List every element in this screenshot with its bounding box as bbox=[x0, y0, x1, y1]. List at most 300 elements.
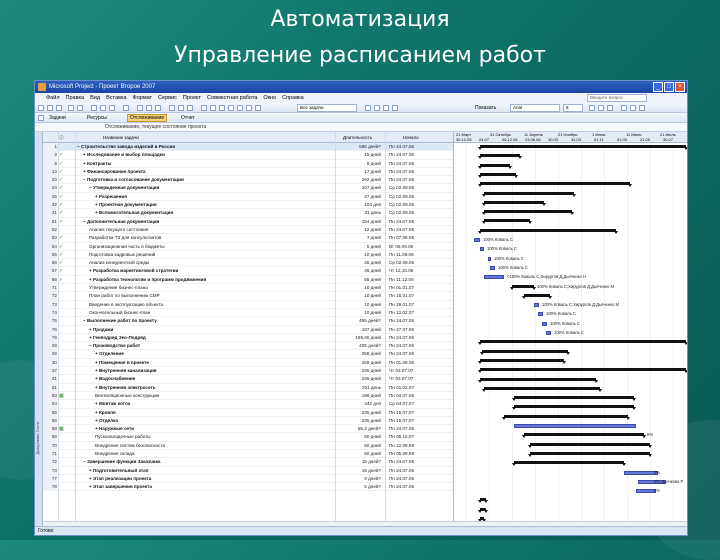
task-duration[interactable]: 55 дней bbox=[364, 276, 381, 282]
window-titlebar bbox=[35, 81, 687, 93]
view-bar-label: Диаграмма Ганта bbox=[35, 422, 40, 455]
task-duration[interactable]: 485 дней? bbox=[359, 318, 381, 324]
task-indicator: ▦ bbox=[59, 392, 64, 399]
gantt-bar-label: 0% bbox=[654, 469, 661, 475]
column-header-duration[interactable]: Длительность bbox=[343, 135, 373, 140]
task-duration[interactable]: 187 дней bbox=[361, 326, 381, 332]
task-name[interactable]: Подготовка кадровых решений bbox=[89, 251, 156, 257]
task-duration[interactable]: 15 дней? bbox=[361, 459, 381, 465]
task-name[interactable]: + Монтаж котла bbox=[95, 401, 131, 407]
menu-format[interactable]: Формат bbox=[132, 95, 153, 101]
task-duration[interactable]: 242 дня bbox=[364, 401, 381, 407]
gantt-bar-label: 100% Коваль С bbox=[546, 311, 576, 317]
align-right-icon[interactable] bbox=[639, 105, 645, 111]
gantt-summary-bar[interactable] bbox=[480, 368, 686, 371]
task-start[interactable]: Вт 05.09.06 bbox=[389, 243, 414, 249]
gantt-summary-bar[interactable] bbox=[480, 164, 510, 167]
task-duration[interactable]: 258 дней bbox=[361, 351, 381, 357]
menu-view[interactable]: Вид bbox=[90, 95, 101, 101]
gantt-summary-bar[interactable] bbox=[480, 378, 596, 381]
gantt-task-bar[interactable] bbox=[546, 331, 551, 335]
task-row[interactable] bbox=[43, 375, 453, 383]
task-start[interactable]: Пн 24.07.06 bbox=[389, 144, 414, 149]
gantt-task-bar[interactable] bbox=[534, 303, 539, 307]
task-start[interactable]: Пн 24.07.06 bbox=[389, 168, 414, 174]
task-name[interactable]: Организационная часть и бюджеты bbox=[89, 243, 165, 249]
scroll-to-task-icon[interactable] bbox=[228, 105, 234, 111]
gantt-task-bar[interactable] bbox=[624, 469, 661, 475]
task-duration[interactable]: 10 дней bbox=[364, 251, 381, 257]
gantt-task-bar[interactable] bbox=[488, 257, 491, 261]
gantt-task-bar[interactable] bbox=[542, 322, 547, 326]
gantt-summary-bar[interactable] bbox=[524, 294, 550, 297]
task-duration[interactable]: 5 дней bbox=[366, 243, 381, 249]
task-duration[interactable]: 10 дней bbox=[364, 309, 381, 315]
task-duration[interactable]: 107 дней bbox=[361, 185, 381, 191]
project-window bbox=[34, 80, 688, 536]
task-row[interactable] bbox=[43, 176, 453, 184]
gantt-summary-bar[interactable] bbox=[480, 517, 484, 520]
task-row[interactable] bbox=[43, 450, 453, 458]
task-start[interactable]: Пн 24.07.06 bbox=[389, 484, 414, 490]
task-id: 24 bbox=[43, 184, 57, 192]
gantt-task-bar[interactable] bbox=[514, 424, 636, 428]
gantt-summary-bar[interactable] bbox=[480, 359, 564, 362]
task-id: 73 bbox=[43, 301, 57, 309]
task-row[interactable] bbox=[43, 309, 453, 317]
task-row[interactable] bbox=[43, 218, 453, 226]
task-start[interactable]: Ср 02.08.06 bbox=[389, 210, 415, 216]
gantt-task-bar[interactable] bbox=[490, 266, 495, 270]
task-id: 54 bbox=[43, 400, 57, 408]
gantt-summary-bar[interactable] bbox=[484, 201, 544, 204]
print-icon[interactable] bbox=[68, 105, 74, 111]
task-start[interactable]: Пн 24.07.06 bbox=[389, 475, 414, 481]
task-start[interactable]: Пн 24.07.06 bbox=[389, 334, 414, 340]
task-row[interactable] bbox=[43, 392, 453, 400]
minimize-icon[interactable]: _ bbox=[653, 82, 663, 92]
gantt-bar-label: 100% Коваль С;Хирургов Д;Дьяченко М bbox=[537, 283, 615, 289]
task-duration[interactable]: 10 дней bbox=[364, 293, 381, 299]
task-id: 58 bbox=[43, 425, 57, 433]
entry-bar[interactable]: Отслеживание, текущее состояние проекта bbox=[35, 123, 687, 132]
task-row[interactable] bbox=[43, 276, 453, 284]
task-row[interactable] bbox=[43, 284, 453, 292]
task-name[interactable]: + Внутренняя электросеть bbox=[95, 384, 156, 390]
task-start[interactable]: Пн 24.07.06 bbox=[389, 467, 414, 473]
gantt-summary-bar[interactable] bbox=[484, 192, 574, 195]
task-indicator: ✓ bbox=[59, 202, 64, 209]
gantt-task-bar[interactable] bbox=[636, 489, 656, 493]
task-start[interactable]: Пн 24.07.06 bbox=[389, 177, 414, 183]
task-row[interactable] bbox=[43, 301, 453, 309]
task-start[interactable]: Ср 02.08.06 bbox=[389, 260, 415, 266]
task-row[interactable] bbox=[43, 184, 453, 192]
maximize-icon[interactable]: □ bbox=[664, 82, 674, 92]
task-start[interactable]: Пн 01.02.07 bbox=[389, 384, 414, 390]
task-id: 52 bbox=[43, 226, 57, 234]
task-row[interactable] bbox=[43, 292, 453, 300]
column-divider bbox=[335, 132, 336, 527]
task-duration[interactable]: 405 дней? bbox=[359, 343, 381, 349]
task-duration[interactable]: 235 дней bbox=[361, 368, 381, 374]
task-duration[interactable]: 17 дней bbox=[364, 168, 381, 174]
assign-resources-icon[interactable] bbox=[187, 105, 193, 111]
task-row[interactable] bbox=[43, 425, 453, 433]
task-start[interactable]: Чт 12.10.06 bbox=[389, 268, 414, 274]
gantt-summary-bar[interactable] bbox=[484, 219, 530, 222]
column-header-name[interactable]: Название задачи bbox=[103, 135, 139, 140]
task-row[interactable] bbox=[43, 334, 453, 342]
task-duration[interactable]: 235 дней bbox=[361, 409, 381, 415]
task-row[interactable] bbox=[43, 367, 453, 375]
task-duration[interactable]: 47 дней bbox=[364, 193, 381, 199]
underline-icon[interactable] bbox=[607, 105, 613, 111]
view-bar[interactable] bbox=[35, 132, 43, 527]
task-name[interactable]: + Контракты bbox=[83, 160, 112, 166]
column-header-indicators[interactable]: ⓘ bbox=[59, 135, 64, 140]
task-name[interactable]: + Разработка маркетинговой стратегии bbox=[89, 268, 179, 274]
task-name[interactable]: + Кровля bbox=[95, 409, 116, 415]
window-title: Microsoft Project - Проект Второе 2007 bbox=[49, 84, 156, 90]
copy-picture-icon[interactable] bbox=[237, 105, 243, 111]
task-name[interactable]: − Завершение функции Заказчика bbox=[83, 459, 161, 465]
gantt-summary-bar[interactable] bbox=[524, 433, 644, 436]
task-name[interactable]: + Проектная документация bbox=[95, 202, 157, 208]
task-duration[interactable]: 60 дней bbox=[364, 450, 381, 456]
task-row[interactable] bbox=[43, 234, 453, 242]
task-start[interactable]: Пн 24.07.06 bbox=[389, 426, 414, 432]
wizard-icon[interactable] bbox=[246, 105, 252, 111]
task-name[interactable]: + Этап завершения проекта bbox=[89, 484, 152, 490]
gantt-chart[interactable] bbox=[453, 132, 688, 527]
gantt-summary-bar[interactable] bbox=[514, 461, 624, 464]
gantt-summary-bar[interactable] bbox=[480, 182, 630, 185]
filter-select[interactable]: Все задачи bbox=[297, 104, 357, 112]
gridline bbox=[581, 143, 582, 527]
task-row[interactable] bbox=[43, 400, 453, 408]
menu-file[interactable]: Файл bbox=[46, 95, 60, 101]
filter-icon[interactable] bbox=[201, 105, 207, 111]
task-start[interactable]: Пн 01.08.06 bbox=[389, 359, 414, 365]
task-duration[interactable]: 12 дней bbox=[364, 226, 381, 232]
task-row[interactable] bbox=[43, 483, 453, 491]
task-start[interactable]: Пн 12.02.07 bbox=[389, 309, 414, 315]
task-name[interactable]: + Вспомогательная документация bbox=[95, 210, 174, 216]
task-duration[interactable]: 46 дней bbox=[364, 268, 381, 274]
task-row[interactable] bbox=[43, 226, 453, 234]
task-row[interactable] bbox=[43, 384, 453, 392]
align-left-icon[interactable] bbox=[621, 105, 627, 111]
gantt-bar-label: 100% Коваль С bbox=[494, 255, 524, 261]
task-duration[interactable]: 15 дней? bbox=[361, 467, 381, 473]
task-start[interactable]: Пн 24.07.06 bbox=[389, 343, 414, 349]
gantt-summary-bar[interactable] bbox=[484, 387, 600, 390]
gantt-summary-bar[interactable] bbox=[514, 396, 634, 399]
menu-window[interactable]: Окно bbox=[263, 95, 277, 101]
task-duration[interactable]: 154 дней bbox=[361, 218, 381, 224]
task-name[interactable]: − Дополнительная документация bbox=[83, 218, 160, 224]
task-duration[interactable]: 10 дней bbox=[364, 301, 381, 307]
task-sheet bbox=[43, 132, 453, 527]
task-row[interactable] bbox=[43, 201, 453, 209]
menu-insert[interactable]: Вставка bbox=[106, 95, 127, 101]
split-icon[interactable] bbox=[155, 105, 161, 111]
task-start[interactable]: Пн 11.12.06 bbox=[389, 276, 414, 282]
task-start[interactable]: Пн 15.01.07 bbox=[389, 293, 414, 299]
task-duration[interactable]: 45 дней bbox=[364, 260, 381, 266]
task-row[interactable] bbox=[43, 350, 453, 358]
task-start[interactable]: Пн 24.07.06 bbox=[389, 318, 414, 324]
task-duration[interactable]: 9 дней? bbox=[364, 475, 381, 481]
task-duration[interactable]: 251 день bbox=[361, 384, 381, 390]
task-start[interactable]: Пн 24.07.06 bbox=[389, 152, 414, 158]
task-name[interactable]: + Продажи bbox=[89, 326, 114, 332]
gantt-task-bar[interactable] bbox=[538, 312, 543, 316]
task-duration[interactable]: 258 дней bbox=[361, 359, 381, 365]
task-start[interactable]: Пн 05.09.08 bbox=[389, 450, 414, 456]
guide-icon[interactable] bbox=[38, 115, 44, 121]
help-icon[interactable] bbox=[255, 105, 261, 111]
task-row[interactable] bbox=[43, 251, 453, 259]
task-name[interactable]: Утверждение бизнес-плана bbox=[89, 285, 148, 291]
task-row[interactable] bbox=[43, 243, 453, 251]
gantt-task-bar[interactable] bbox=[480, 247, 484, 251]
indent-icon[interactable] bbox=[374, 105, 380, 111]
resources-button[interactable]: Ресурсы bbox=[87, 115, 107, 121]
task-info-icon[interactable] bbox=[169, 105, 175, 111]
gantt-summary-bar[interactable] bbox=[480, 508, 486, 511]
task-name[interactable]: План работ по выполнению СМР bbox=[89, 293, 160, 299]
task-name[interactable]: Анализ текущего состояния bbox=[89, 226, 149, 232]
task-name[interactable]: + Помещение в проекте bbox=[95, 359, 149, 365]
task-name[interactable]: + Наружные сети bbox=[95, 426, 135, 432]
task-id: 29 bbox=[43, 350, 57, 358]
task-duration[interactable]: 5 дней bbox=[366, 160, 381, 166]
task-indicator: ✓ bbox=[59, 268, 64, 275]
task-start[interactable]: Ср 04.07.07 bbox=[389, 401, 415, 407]
task-start[interactable]: Пн 29.01.07 bbox=[389, 301, 414, 307]
menu-tools[interactable]: Сервис bbox=[158, 95, 177, 101]
task-row[interactable] bbox=[43, 193, 453, 201]
task-name[interactable]: + Этап реализации проекта bbox=[89, 475, 152, 481]
task-start[interactable]: Пн 24.07.06 bbox=[389, 226, 414, 232]
task-name[interactable]: + Отделение bbox=[95, 351, 124, 357]
task-row[interactable] bbox=[43, 442, 453, 450]
task-row[interactable] bbox=[43, 342, 453, 350]
task-start[interactable]: Ср 02.08.06 bbox=[389, 202, 415, 208]
task-duration[interactable]: 10 дней bbox=[364, 285, 381, 291]
gantt-summary-bar[interactable] bbox=[480, 229, 616, 232]
task-row[interactable] bbox=[43, 151, 453, 159]
task-id: 41 bbox=[43, 375, 57, 383]
task-row[interactable] bbox=[43, 433, 453, 441]
gantt-summary-bar[interactable] bbox=[512, 285, 534, 288]
task-start[interactable]: Пн 04.07.06 bbox=[389, 392, 414, 398]
gantt-summary-bar[interactable] bbox=[514, 405, 634, 408]
gantt-summary-bar[interactable] bbox=[530, 443, 650, 446]
timescale-minor-label: 24.07 bbox=[479, 137, 490, 142]
task-start[interactable]: Пн 27.07.06 bbox=[389, 326, 414, 332]
gantt-summary-bar[interactable] bbox=[484, 210, 572, 213]
column-header-start[interactable]: Начало bbox=[403, 135, 419, 140]
link-icon[interactable] bbox=[137, 105, 143, 111]
task-row[interactable] bbox=[43, 326, 453, 334]
task-duration[interactable]: 15 дней bbox=[364, 152, 381, 158]
task-duration[interactable]: 585 дней? bbox=[359, 144, 381, 149]
task-name[interactable]: Вентиляционные конструкции bbox=[95, 392, 160, 398]
task-name[interactable]: Анализ конкурентной среды bbox=[89, 260, 150, 266]
task-duration[interactable]: 60 дней bbox=[364, 442, 381, 448]
gantt-summary-bar[interactable] bbox=[480, 154, 520, 157]
menu-help[interactable]: Справка bbox=[282, 95, 304, 101]
task-start[interactable]: Пн 01.01.07 bbox=[389, 285, 414, 291]
task-start[interactable]: Пн 07.08.06 bbox=[389, 235, 414, 241]
copy-icon[interactable] bbox=[100, 105, 106, 111]
hide-subtasks-icon[interactable] bbox=[392, 105, 398, 111]
task-rows bbox=[43, 143, 453, 491]
task-name[interactable]: Разработка ТЗ для консультантов bbox=[89, 235, 162, 241]
task-name[interactable]: Внедрение склада bbox=[95, 450, 135, 456]
task-duration[interactable]: 55,2 дней? bbox=[357, 426, 381, 432]
task-name[interactable]: Внедрение систем безопасности bbox=[95, 442, 166, 448]
gantt-summary-bar[interactable] bbox=[480, 173, 516, 176]
undo-icon[interactable] bbox=[123, 105, 129, 111]
close-icon[interactable]: × bbox=[675, 82, 685, 92]
zoom-out-icon[interactable] bbox=[219, 105, 225, 111]
task-start[interactable]: Пн 24.07.06 bbox=[389, 160, 414, 166]
task-name[interactable]: + Генподряд Зео-Подряд bbox=[89, 334, 146, 340]
task-name[interactable]: + Разрешения bbox=[95, 193, 127, 199]
menu-collaborate[interactable]: Совместная работа bbox=[207, 95, 258, 101]
task-start[interactable]: Пн 24.07.06 bbox=[389, 351, 414, 357]
task-id: 77 bbox=[43, 475, 57, 483]
task-row[interactable] bbox=[43, 168, 453, 176]
task-duration[interactable]: 5 дней? bbox=[364, 484, 381, 490]
report-button[interactable]: Отчет bbox=[181, 115, 195, 121]
task-name[interactable]: + Водоснабжение bbox=[95, 376, 136, 382]
task-row[interactable] bbox=[43, 475, 453, 483]
gantt-task-bar[interactable] bbox=[484, 275, 504, 279]
task-name[interactable]: − Производство работ bbox=[89, 343, 141, 349]
task-start[interactable]: Пн 24.07.06 bbox=[389, 218, 414, 224]
task-name[interactable]: Введение в эксплуатацию объекта bbox=[89, 301, 164, 307]
open-icon[interactable] bbox=[47, 105, 53, 111]
new-icon[interactable] bbox=[38, 105, 44, 111]
font-size-select[interactable]: 8 bbox=[563, 104, 583, 112]
gantt-summary-bar[interactable] bbox=[480, 340, 686, 343]
task-duration[interactable]: 185,45 дней bbox=[355, 334, 381, 340]
timescale-minor-label: 23.06.06 bbox=[525, 137, 541, 142]
gantt-summary-bar[interactable] bbox=[482, 350, 568, 353]
cut-icon[interactable] bbox=[91, 105, 97, 111]
task-row[interactable] bbox=[43, 317, 453, 325]
task-start[interactable]: Пн 15.07.07 bbox=[389, 417, 414, 423]
show-subtasks-icon[interactable] bbox=[383, 105, 389, 111]
task-row[interactable] bbox=[43, 409, 453, 417]
task-start[interactable]: Пн 05.12.07 bbox=[389, 434, 414, 440]
task-name[interactable]: + Отделка bbox=[95, 417, 118, 423]
task-start[interactable]: Ср 02.08.06 bbox=[389, 193, 415, 199]
save-icon[interactable] bbox=[56, 105, 62, 111]
gantt-summary-bar[interactable] bbox=[480, 145, 686, 148]
task-start[interactable]: Чт 02.07.07 bbox=[389, 368, 414, 374]
gantt-summary-bar[interactable] bbox=[504, 415, 628, 418]
task-id: 37 bbox=[43, 367, 57, 375]
task-name[interactable]: + Исследование и выбор площадки bbox=[83, 152, 165, 158]
task-name[interactable]: − Утвержденная документация bbox=[89, 185, 160, 191]
gantt-summary-bar[interactable] bbox=[480, 498, 486, 501]
timescale-major-label: 11 Июль bbox=[626, 132, 642, 137]
task-duration[interactable]: 235 дней bbox=[361, 376, 381, 382]
gridline bbox=[604, 143, 605, 527]
task-id: 56 bbox=[43, 417, 57, 425]
task-row[interactable] bbox=[43, 259, 453, 267]
bold-icon[interactable] bbox=[589, 105, 595, 111]
task-name[interactable]: + Подготовительный этап bbox=[89, 467, 149, 473]
task-row[interactable] bbox=[43, 267, 453, 275]
italic-icon[interactable] bbox=[598, 105, 604, 111]
task-name[interactable]: − Строительство завода изделий в России bbox=[77, 144, 176, 149]
show-button[interactable]: Показать bbox=[475, 105, 497, 111]
task-row[interactable] bbox=[43, 458, 453, 466]
paste-icon[interactable] bbox=[109, 105, 115, 111]
task-row[interactable] bbox=[43, 160, 453, 168]
track-button[interactable]: Отслеживание bbox=[127, 114, 167, 122]
task-row[interactable] bbox=[43, 209, 453, 217]
task-duration[interactable]: 262 дней bbox=[361, 177, 381, 183]
task-name[interactable]: + Финансирование проекта bbox=[83, 168, 146, 174]
menu-edit[interactable]: Правка bbox=[65, 95, 85, 101]
task-duration[interactable]: 196 дней bbox=[361, 392, 381, 398]
task-name[interactable]: − Выполнение работ по проекту bbox=[83, 318, 157, 324]
task-row[interactable] bbox=[43, 417, 453, 425]
task-name[interactable]: Пусконаладочные работы bbox=[95, 434, 151, 440]
task-name[interactable]: + Внутренняя канализация bbox=[95, 368, 157, 374]
task-start[interactable]: Пн 12.09.08 bbox=[389, 442, 414, 448]
unlink-icon[interactable] bbox=[146, 105, 152, 111]
notes-icon[interactable] bbox=[178, 105, 184, 111]
task-start[interactable]: Пн 15.07.07 bbox=[389, 409, 414, 415]
outdent-icon[interactable] bbox=[365, 105, 371, 111]
zoom-in-icon[interactable] bbox=[210, 105, 216, 111]
task-start[interactable]: Пн 24.07.06 bbox=[389, 459, 414, 465]
task-row[interactable] bbox=[43, 467, 453, 475]
help-search-input[interactable]: Введите вопрос bbox=[587, 94, 647, 102]
task-duration[interactable]: 31 день bbox=[364, 210, 381, 216]
task-duration[interactable]: 60 дней bbox=[364, 434, 381, 440]
menu-project[interactable]: Проект bbox=[182, 95, 202, 101]
task-start[interactable]: Пн 11.09.06 bbox=[389, 251, 414, 257]
task-row[interactable] bbox=[43, 359, 453, 367]
task-row[interactable] bbox=[43, 143, 453, 151]
font-select[interactable]: Arial bbox=[510, 104, 560, 112]
task-start[interactable]: Ср 02.08.06 bbox=[389, 185, 415, 191]
project-guide-toolbar bbox=[35, 113, 687, 123]
gantt-task-bar[interactable] bbox=[474, 238, 480, 242]
task-start[interactable]: Чт 02.07.07 bbox=[389, 376, 414, 382]
task-name[interactable]: + Разработка технологии и программ продвижения bbox=[89, 276, 207, 282]
task-duration[interactable]: 103 дня bbox=[364, 202, 381, 208]
task-duration[interactable]: 7 дней bbox=[366, 235, 381, 241]
task-duration[interactable]: 235 дней bbox=[361, 417, 381, 423]
task-name[interactable]: − Подготовка и согласование документации bbox=[83, 177, 184, 183]
align-center-icon[interactable] bbox=[630, 105, 636, 111]
preview-icon[interactable] bbox=[77, 105, 83, 111]
task-name[interactable]: Окончательный бизнес-план bbox=[89, 309, 151, 315]
gantt-summary-bar[interactable] bbox=[530, 452, 650, 455]
tasks-button[interactable]: Задачи bbox=[49, 115, 66, 121]
